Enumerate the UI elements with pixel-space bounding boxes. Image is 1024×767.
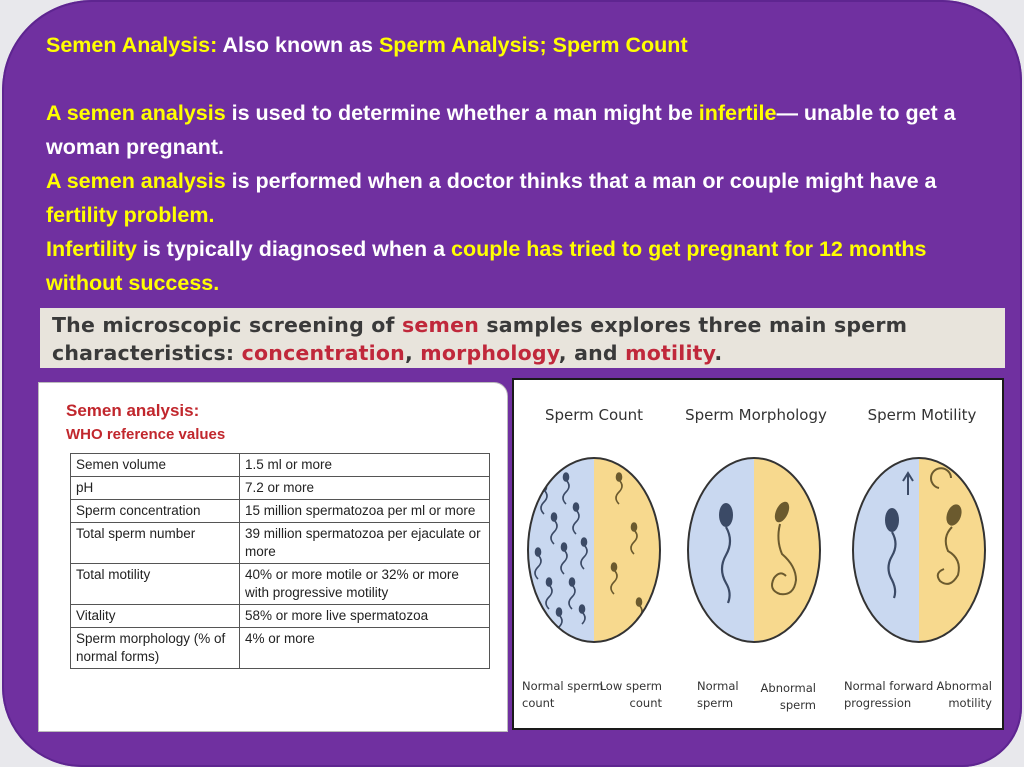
- heading-sperm-morphology: Sperm Morphology: [685, 406, 827, 424]
- label-abnormal-sperm: sperm: [779, 698, 816, 712]
- label-normal-count: Normal sperm: [522, 679, 604, 693]
- p3-highlight: couple has tried to get pregnant for 12 months without success.: [46, 237, 927, 295]
- screening-text: samples explores three main sperm characteristics:: [52, 313, 908, 365]
- row-value: 39 million spermatozoa per ejaculate or more: [240, 523, 490, 564]
- intro-text: [46, 28, 986, 300]
- p2-highlight: fertility problem.: [46, 203, 215, 227]
- row-parameter: pH: [71, 477, 240, 500]
- table-row: [71, 605, 490, 628]
- screening-text: , and: [558, 341, 626, 365]
- heading-sperm-motility: Sperm Motility: [867, 406, 977, 424]
- p1-highlight: infertile: [698, 101, 777, 125]
- p3-text: is typically diagnosed when a: [136, 237, 452, 261]
- screening-banner: [40, 308, 1005, 368]
- row-parameter: Total sperm number: [71, 523, 240, 564]
- screening-text: ,: [404, 341, 421, 365]
- row-value: 15 million spermatozoa per ml or more: [240, 500, 490, 523]
- screening-term-morphology: morphology: [420, 341, 559, 365]
- count-circle: [524, 450, 664, 650]
- row-parameter: Vitality: [71, 605, 240, 628]
- label-normal-sperm: Normal: [697, 679, 739, 693]
- heading-term: Semen Analysis:: [46, 33, 218, 57]
- sperm-diagram-card: [512, 378, 1004, 730]
- motility-circle: [849, 450, 989, 650]
- screening-term-motility: motility: [625, 341, 715, 365]
- row-value: 4% or more: [240, 628, 490, 669]
- table-row: [71, 500, 490, 523]
- who-title: Semen analysis:: [66, 401, 200, 420]
- p1-tail: — unable to get a woman pregnant.: [46, 101, 956, 159]
- label-abnormal-sperm: Abnormal: [760, 681, 816, 695]
- table-row: [71, 564, 490, 605]
- row-parameter: Total motility: [71, 564, 240, 605]
- intro-paragraph-3: [46, 232, 986, 300]
- label-abnormal-motility: Abnormal: [936, 679, 992, 693]
- row-value: 58% or more live spermatozoa: [240, 605, 490, 628]
- intro-paragraph-1: [46, 96, 986, 164]
- row-value: 40% or more motile or 32% or more with progressive motility: [240, 564, 490, 605]
- label-normal-forward: progression: [844, 696, 912, 710]
- morphology-circle: [684, 450, 824, 650]
- label-low-count: count: [629, 696, 662, 710]
- label-normal-sperm: sperm: [697, 696, 734, 710]
- row-parameter: Sperm morphology (% of normal forms): [71, 628, 240, 669]
- row-parameter: Sperm concentration: [71, 500, 240, 523]
- who-subtitle: WHO reference values: [66, 426, 226, 443]
- table-row: [71, 454, 490, 477]
- p2-text: is performed when a doctor thinks that a man or couple might have a: [225, 169, 937, 193]
- who-reference-card: [38, 382, 508, 732]
- screening-text: .: [714, 341, 723, 365]
- intro-heading: [46, 28, 986, 62]
- sperm-diagram: [514, 380, 1002, 728]
- p1-text: is used to determine whether a man might be: [225, 101, 699, 125]
- row-value: 7.2 or more: [240, 477, 490, 500]
- intro-paragraph-2: [46, 164, 986, 232]
- heading-sperm-count: Sperm Count: [544, 406, 644, 424]
- row-parameter: Semen volume: [71, 454, 240, 477]
- row-value: 1.5 ml or more: [240, 454, 490, 477]
- label-normal-count: count: [522, 696, 555, 710]
- p3-term: Infertility: [46, 237, 137, 261]
- screening-term-concentration: concentration: [241, 341, 405, 365]
- screening-text: The microscopic screening of: [52, 313, 403, 337]
- label-low-count: Low sperm: [599, 679, 662, 693]
- p2-term: A semen analysis: [46, 169, 226, 193]
- table-row: [71, 523, 490, 564]
- screening-term-semen: semen: [402, 313, 479, 337]
- p1-term: A semen analysis: [46, 101, 226, 125]
- table-row: [71, 628, 490, 669]
- heading-alias: Sperm Analysis; Sperm Count: [378, 33, 688, 57]
- table-row: [71, 477, 490, 500]
- label-normal-forward: Normal forward: [844, 679, 934, 693]
- who-reference-table: [70, 453, 490, 669]
- heading-text: Also known as: [217, 33, 379, 57]
- label-abnormal-motility: motility: [948, 696, 992, 710]
